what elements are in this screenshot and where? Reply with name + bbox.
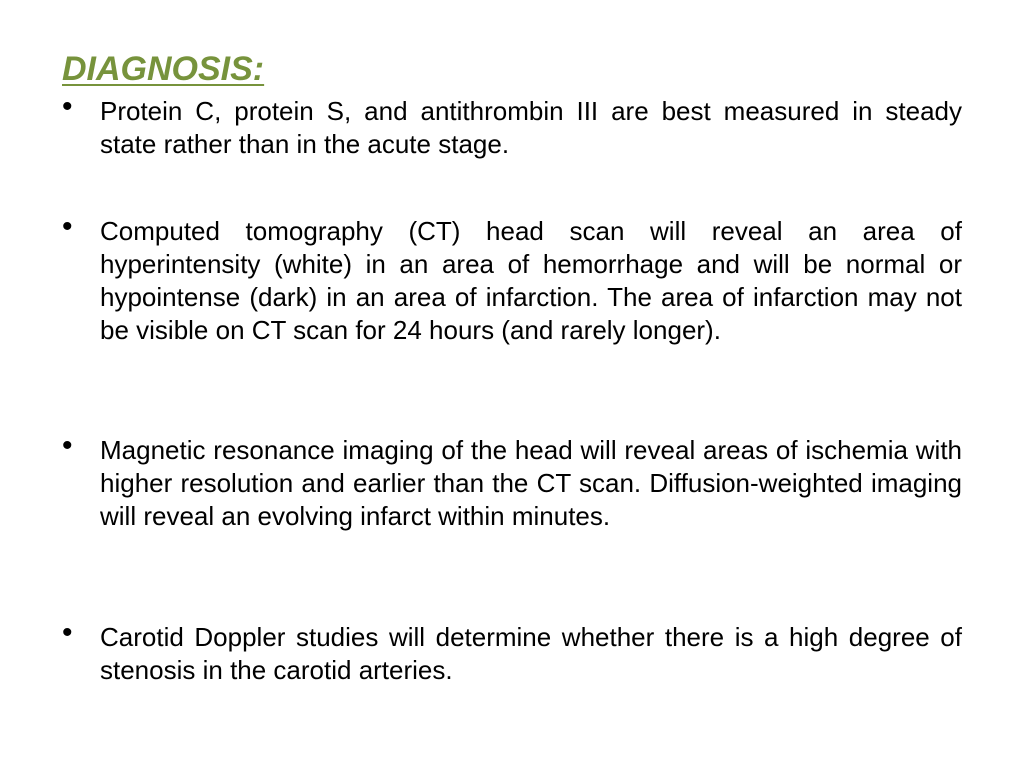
bullet-icon: •	[62, 210, 73, 243]
bullet-text: Protein C, protein S, and antithrombin III are best measured in steady state rather than in the acute stage.	[100, 96, 962, 159]
bullet-icon: •	[62, 90, 73, 123]
bullet-text: Computed tomography (CT) head scan will reveal an area of hyperintensity (white) in an area of hemorrhage and will be normal or hypointense (dark) in an area of infarction. The area of infarction may not be visible on CT scan for 24 hours (and rarely longer).	[100, 216, 962, 345]
bullet-text: Carotid Doppler studies will determine whether there is a high degree of stenosis in the carotid arteries.	[100, 622, 962, 685]
bullet-icon: •	[62, 616, 73, 649]
bullet-icon: •	[62, 429, 73, 462]
slide-title: DIAGNOSIS:	[62, 50, 265, 88]
bullet-text: Magnetic resonance imaging of the head will reveal areas of ischemia with higher resolution and earlier than the CT scan. Diffusion-weighted imaging will reveal an evolving infarct within minutes.	[100, 435, 962, 531]
